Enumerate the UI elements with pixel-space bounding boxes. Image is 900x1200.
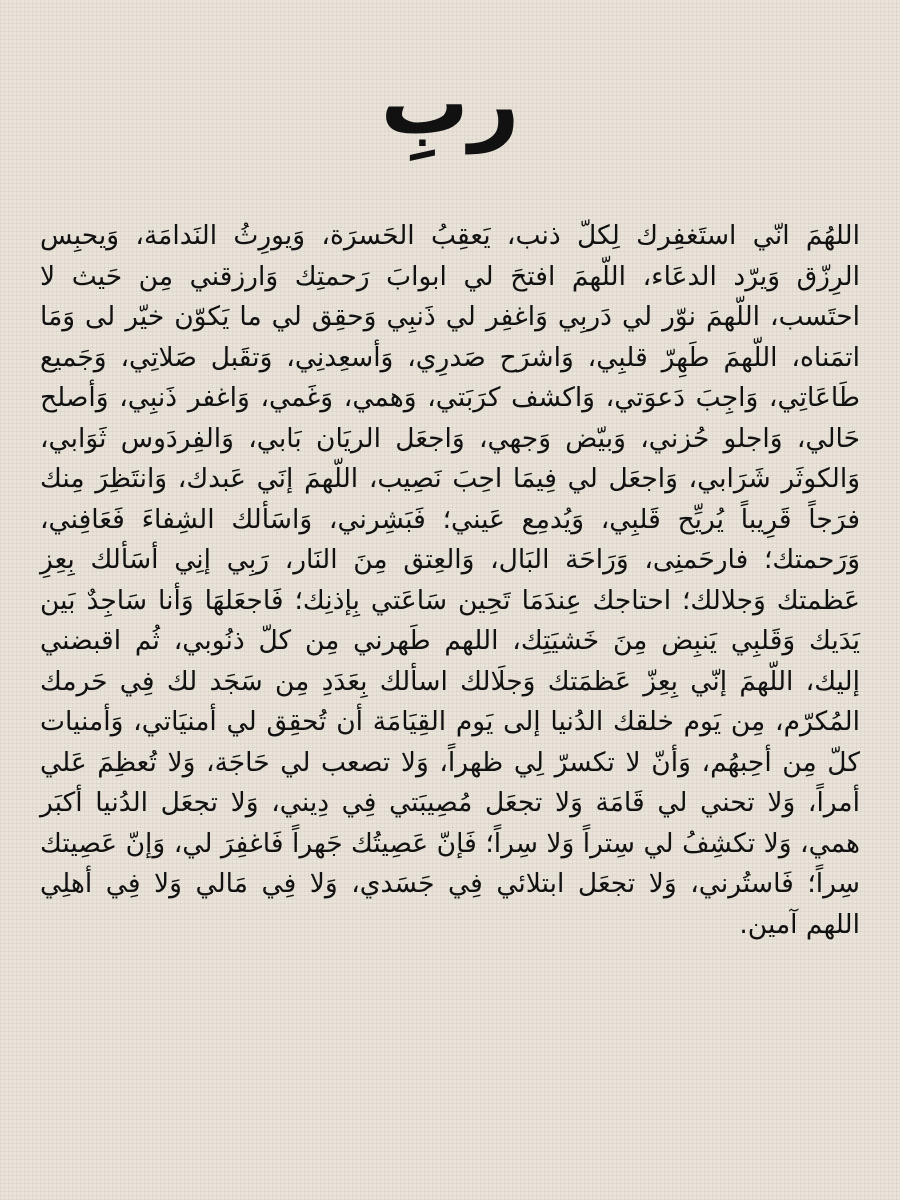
- page-title: ربِ: [380, 51, 520, 154]
- prayer-paragraph: اللهُمَ انّي استَغفِرك لِكلّ ذنب، يَعقِبُ الحَسرَة، وَيورِثُ النَدامَة، وَيحبِس الرِزّق وَيرّد الدعَاء، اللّهمَ افتحَ لي ابوابَ رَحمتِك وَارزقني مِن حَيث لا احتَسب، اللّهمَ نوّر لي دَربِي وَاغفِر لي ذَنبِي وَحقِق لي ما يَكوّن خيّر لى وَمَا اتمَناه، اللّهمَ طَهِرّ قلبِي، وَاشرَح صَدرِي، وَأسعِدنِي، وَتقَبل صَلاتِي، وَجَميع طَاعَاتِي، وَاجِبَ دَعوَتي، وَاكشف كرَبَتي، وَهمي، وَغَمي، وَاغفر ذَنبِي، وَأصلح حَالي، وَاجلو حُزني، وَبيّض وَجهي، وَاجعَل الريَان بَابي، وَالفِردَوس ثَوَابي، وَالكوثَر شَرَابي، وَاجعَل لي فِيمَا احِبَ نَصِيب، اللّهمَ إنَي عَبدك، وَانتَظِرَ مِنك فرَجاً قَرِيباً يُريِّح قَلبِي، وَيُدمِع عَيني؛ فَبَشِرني، وَاسَألك الشِفاءَ فَعَافِني، وَرَحمتك؛ فارحَمنِى، وَرَاحَة البَال، وَالعِتق مِنَ النَار، رَبِي إنِي أسَألك بِعِزِ عَظمتك وَجلالك؛ احتاجك عِندَمَا تَحِين سَاعَتي بِإذنِك؛ فَاجعَلهَا وَأنا سَاجِدٌ بَين يَدَيك وَقَلبِي يَنبِض مِنَ خَشيَتِك، اللهم طَهرني مِن كلّ ذنُوبي، ثُم اقبضني إليك، اللّهمَ إنّي بِعِزّ عَظمَتك وَجلَالك اسألك بِعَدَدِ مِن سَجَد لك فِي حَرمك المُكرّم، مِن يَوم خلقك الدُنيا إلى يَوم القِيَامَة أن تُحقِق لي أمنيَاتي، وَأمنيات كلّ مِن أحِبهُم، وَأنّ لا تكسرّ لِي ظهراً، وَلا تصعب لي حَاجَة، وَلا تُعظِمَ عَلي أمراً، وَلا تحني لي قَامَة وَلا تجعَل مُصِيبَتي فِي دِيني، وَلا تجعَل الدُنيا أكبَر همي، وَلا تكشِفُ لي سِتراً وَلا سِراً؛ فَإنّ عَصِيتُك جَهراً فَاغفِرَ لي، وَإنّ عَصِيتك سِراً؛ فَاستُرني، وَلا تجعَل ابتلائي فِي جَسَدي، وَلا فِي مَالي وَلا فِي أهلِي اللهم آمين.: [40, 220, 860, 940]
